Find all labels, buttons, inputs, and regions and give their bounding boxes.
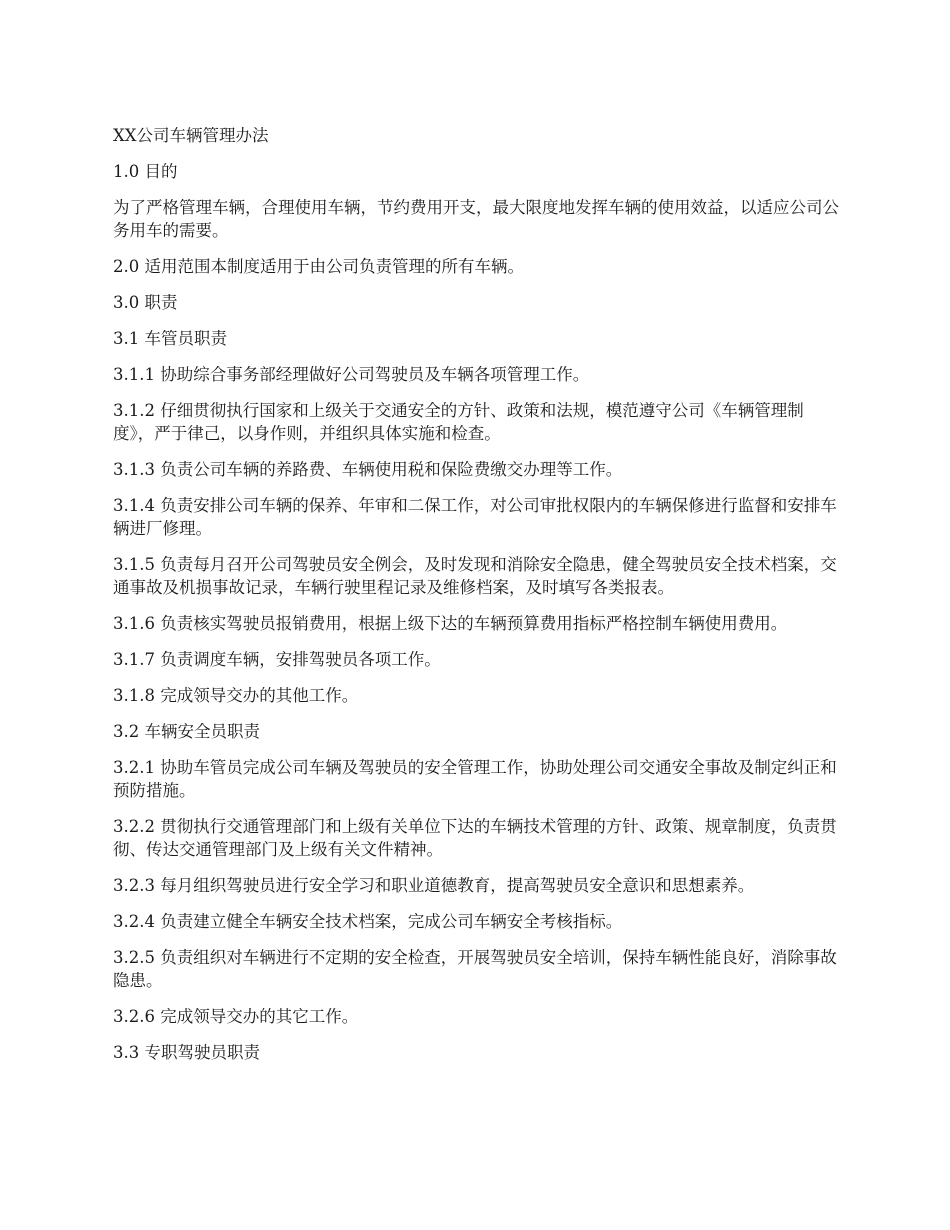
paragraph: 3.2.6 完成领导交办的其它工作。 (113, 1007, 359, 1026)
subsection-heading: 3.3 专职驾驶员职责 (113, 1043, 260, 1062)
paragraph: 3.1.4 负责安排公司车辆的保养、年审和二保工作，对公司审批权限内的车辆保修进行监督和安排车辆进厂修理。 (113, 496, 837, 538)
paragraph: 3.1.8 完成领导交办的其他工作。 (113, 686, 359, 705)
paragraph: 3.2.3 每月组织驾驶员进行安全学习和职业道德教育，提高驾驶员安全意识和思想素养。 (113, 876, 755, 895)
section-heading: 3.0 职责 (113, 293, 178, 312)
paragraph: 3.1.6 负责核实驾驶员报销费用，根据上级下达的车辆预算费用指标严格控制车辆使用费用。 (113, 614, 788, 633)
section-heading: 1.0 目的 (113, 162, 178, 181)
paragraph: 3.1.1 协助综合事务部经理做好公司驾驶员及车辆各项管理工作。 (113, 365, 590, 384)
paragraph: 3.1.5 负责每月召开公司驾驶员安全例会，及时发现和消除安全隐患，健全驾驶员安全技术档案，交通事故及机损事故记录，车辆行驶里程记录及维修档案，及时填写各类报表。 (113, 555, 837, 597)
paragraph: 为了严格管理车辆，合理使用车辆，节约费用开支，最大限度地发挥车辆的使用效益，以适应公司公务用车的需要。 (113, 198, 839, 240)
paragraph: 3.2.2 贯彻执行交通管理部门和上级有关单位下达的车辆技术管理的方针、政策、规章制度，负责贯彻、传达交通管理部门及上级有关文件精神。 (113, 817, 837, 859)
subsection-heading: 3.2 车辆安全员职责 (113, 722, 260, 741)
document-title: XX公司车辆管理办法 (113, 126, 269, 145)
paragraph: 3.2.4 负责建立健全车辆安全技术档案，完成公司车辆安全考核指标。 (113, 912, 623, 931)
paragraph: 3.2.1 协助车管员完成公司车辆及驾驶员的安全管理工作，协助处理公司交通安全事故及制定纠正和预防措施。 (113, 758, 837, 800)
paragraph: 3.1.3 负责公司车辆的养路费、车辆使用税和保险费缴交办理等工作。 (113, 460, 623, 479)
paragraph: 3.1.2 仔细贯彻执行国家和上级关于交通安全的方针、政策和法规，模范遵守公司《车辆管理制度》，严于律己，以身作则，并组织具体实施和检查。 (113, 401, 804, 443)
paragraph: 3.1.7 负责调度车辆，安排驾驶员各项工作。 (113, 650, 441, 669)
document-body (113, 124, 843, 1077)
section-heading: 2.0 适用范围本制度适用于由公司负责管理的所有车辆。 (113, 257, 524, 276)
subsection-heading: 3.1 车管员职责 (113, 329, 227, 348)
paragraph: 3.2.5 负责组织对车辆进行不定期的安全检查，开展驾驶员安全培训，保持车辆性能良好，消除事故隐患。 (113, 948, 837, 990)
